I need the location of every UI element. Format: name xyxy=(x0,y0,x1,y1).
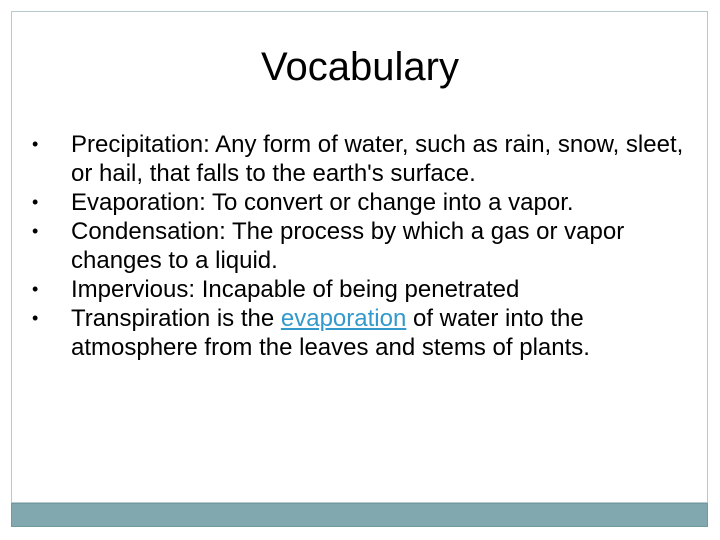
bullet-icon: • xyxy=(32,134,39,154)
bullet-icon: • xyxy=(32,221,39,241)
bullet-text: Evaporation: To convert or change into a vapor. xyxy=(71,189,574,216)
bullet-text-before-link: Transpiration is the xyxy=(71,305,281,332)
bullet-item-impervious xyxy=(32,275,692,304)
bullet-icon: • xyxy=(32,279,39,299)
bullet-icon: • xyxy=(32,308,39,328)
bullet-list xyxy=(32,130,692,362)
bullet-text-after-link: of water into the atmosphere from the leaves and stems of plants. xyxy=(71,305,590,361)
bullet-text: Precipitation: Any form of water, such as rain, snow, sleet, or hail, that falls to the earth's surface. xyxy=(71,131,684,187)
slide-title: Vocabulary xyxy=(261,45,459,89)
bullet-text: Impervious: Incapable of being penetrated xyxy=(71,276,520,303)
bullet-item-evaporation xyxy=(32,188,692,217)
bullet-text: Condensation: The process by which a gas or vapor changes to a liquid. xyxy=(71,218,625,274)
evaporation-link[interactable]: evaporation xyxy=(280,305,407,332)
bullet-icon: • xyxy=(32,192,39,212)
bullet-item-precipitation xyxy=(32,130,692,188)
bottom-bar xyxy=(11,503,708,527)
bullet-item-transpiration xyxy=(32,304,692,362)
bullet-item-condensation xyxy=(32,217,692,275)
